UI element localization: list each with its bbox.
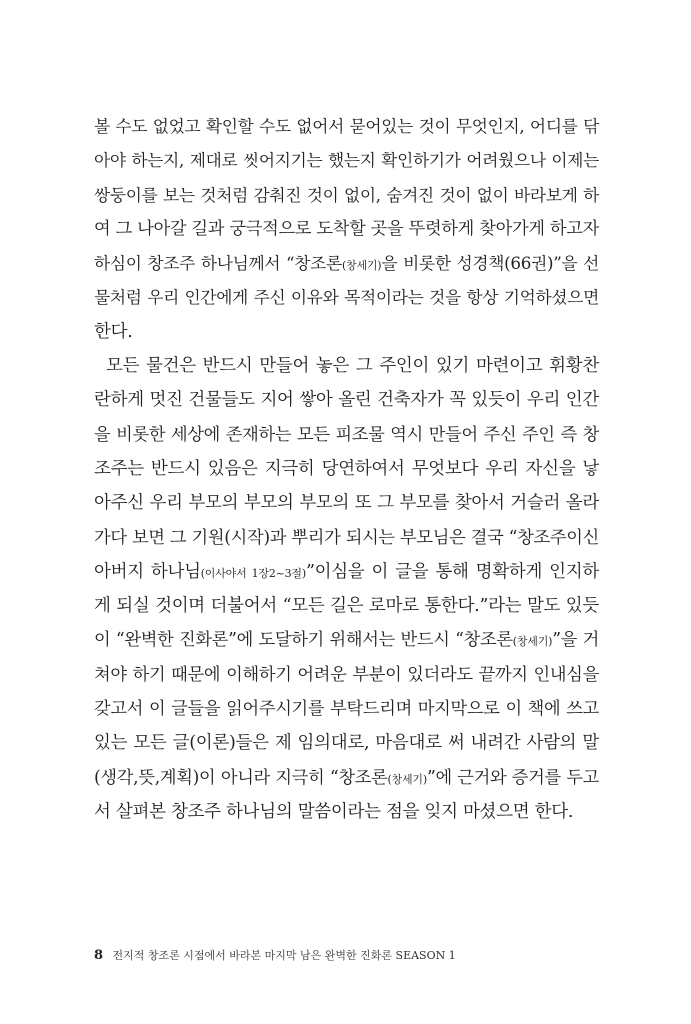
text-segment: ”에 근거와 증거를 두고 — [426, 767, 599, 788]
text-line: 아주신 우리 부모의 부모의 부모의 또 그 부모를 찾아서 거슬러 올라 — [94, 493, 599, 514]
text-line: 조주는 반드시 있음은 지극히 당연하여서 무엇보다 우리 자신을 낳 — [94, 458, 599, 479]
text-segment: 을 비롯한 성경책(66권)”을 선 — [381, 253, 599, 274]
running-title: 전지적 창조론 시점에서 바라본 마지막 남은 완벽한 진화론 SEASON 1 — [112, 949, 456, 962]
text-line: 여 그 나아갈 길과 궁극적으로 도착할 곳을 뚜렷하게 찾아가게 하고자 — [94, 218, 599, 239]
paragraph-first-line: 모든 물건은 반드시 만들어 놓은 그 주인이 있기 마련이고 휘황찬 — [106, 356, 599, 377]
text-line: 있는 모든 글(이론)들은 제 임의대로, 마음대로 써 내려간 사람의 말 — [94, 733, 599, 754]
citation-note: (창세기) — [512, 635, 553, 649]
text-segment: 이 “완벽한 진화론”에 도달하기 위해서는 반드시 “창조론 — [94, 630, 513, 651]
body-text — [94, 109, 599, 829]
text-line: 게 되실 것이며 더불어서 “모든 길은 로마로 통한다.”라는 말도 있듯 — [94, 596, 599, 617]
page-number: 8 — [94, 948, 104, 963]
text-line: 한다. — [94, 321, 133, 342]
text-line: 란하게 멋진 건물들도 지어 쌓아 올린 건축자가 꼭 있듯이 우리 인간 — [94, 390, 599, 411]
text-line: 갖고서 이 글들을 읽어주시기를 부탁드리며 마지막으로 이 책에 쓰고 — [94, 699, 599, 720]
text-segment: ”이심을 이 글을 통해 명확하게 인지하 — [305, 561, 599, 582]
text-line: 서 살펴본 창조주 하나님의 말씀이라는 점을 잊지 마셨으면 한다. — [94, 801, 574, 822]
text-line: 아야 하는지, 제대로 씻어지기는 했는지 확인하기가 어려웠으나 이제는 — [94, 150, 599, 171]
text-segment: ”을 거 — [552, 630, 599, 651]
citation-note: (이사야서 1장2~3절) — [200, 566, 306, 580]
text-segment: 하심이 창조주 하나님께서 “창조론 — [94, 253, 342, 274]
text-line: 쳐야 하기 때문에 이해하기 어려운 부분이 있더라도 끝까지 인내심을 — [94, 664, 599, 685]
text-line — [94, 761, 599, 795]
text-line — [94, 246, 599, 280]
text-line — [94, 623, 599, 657]
text-line — [94, 555, 599, 589]
text-line: 볼 수도 없었고 확인할 수도 없어서 묻어있는 것이 무엇인지, 어디를 닦 — [94, 116, 599, 136]
text-segment: 아버지 하나님 — [94, 561, 201, 582]
citation-note: (창세기) — [341, 259, 382, 273]
citation-note: (창세기) — [387, 772, 427, 786]
text-line: 물처럼 우리 인간에게 주신 이유와 목적이라는 것을 항상 기억하셨으면 — [94, 287, 599, 308]
text-line: 가다 보면 그 기원(시작)과 뿌리가 되시는 부모님은 결국 “창조주이신 — [94, 527, 599, 548]
text-line: 을 비롯한 세상에 존재하는 모든 피조물 역시 만들어 주신 주인 즉 창 — [94, 424, 599, 445]
text-line: 쌍둥이를 보는 것처럼 감춰진 것이 없이, 숨겨진 것이 없이 바라보게 하 — [94, 184, 599, 205]
text-segment: (생각,뜻,계획)이 아니라 지극히 “창조론 — [94, 767, 388, 788]
page-footer — [94, 947, 456, 963]
